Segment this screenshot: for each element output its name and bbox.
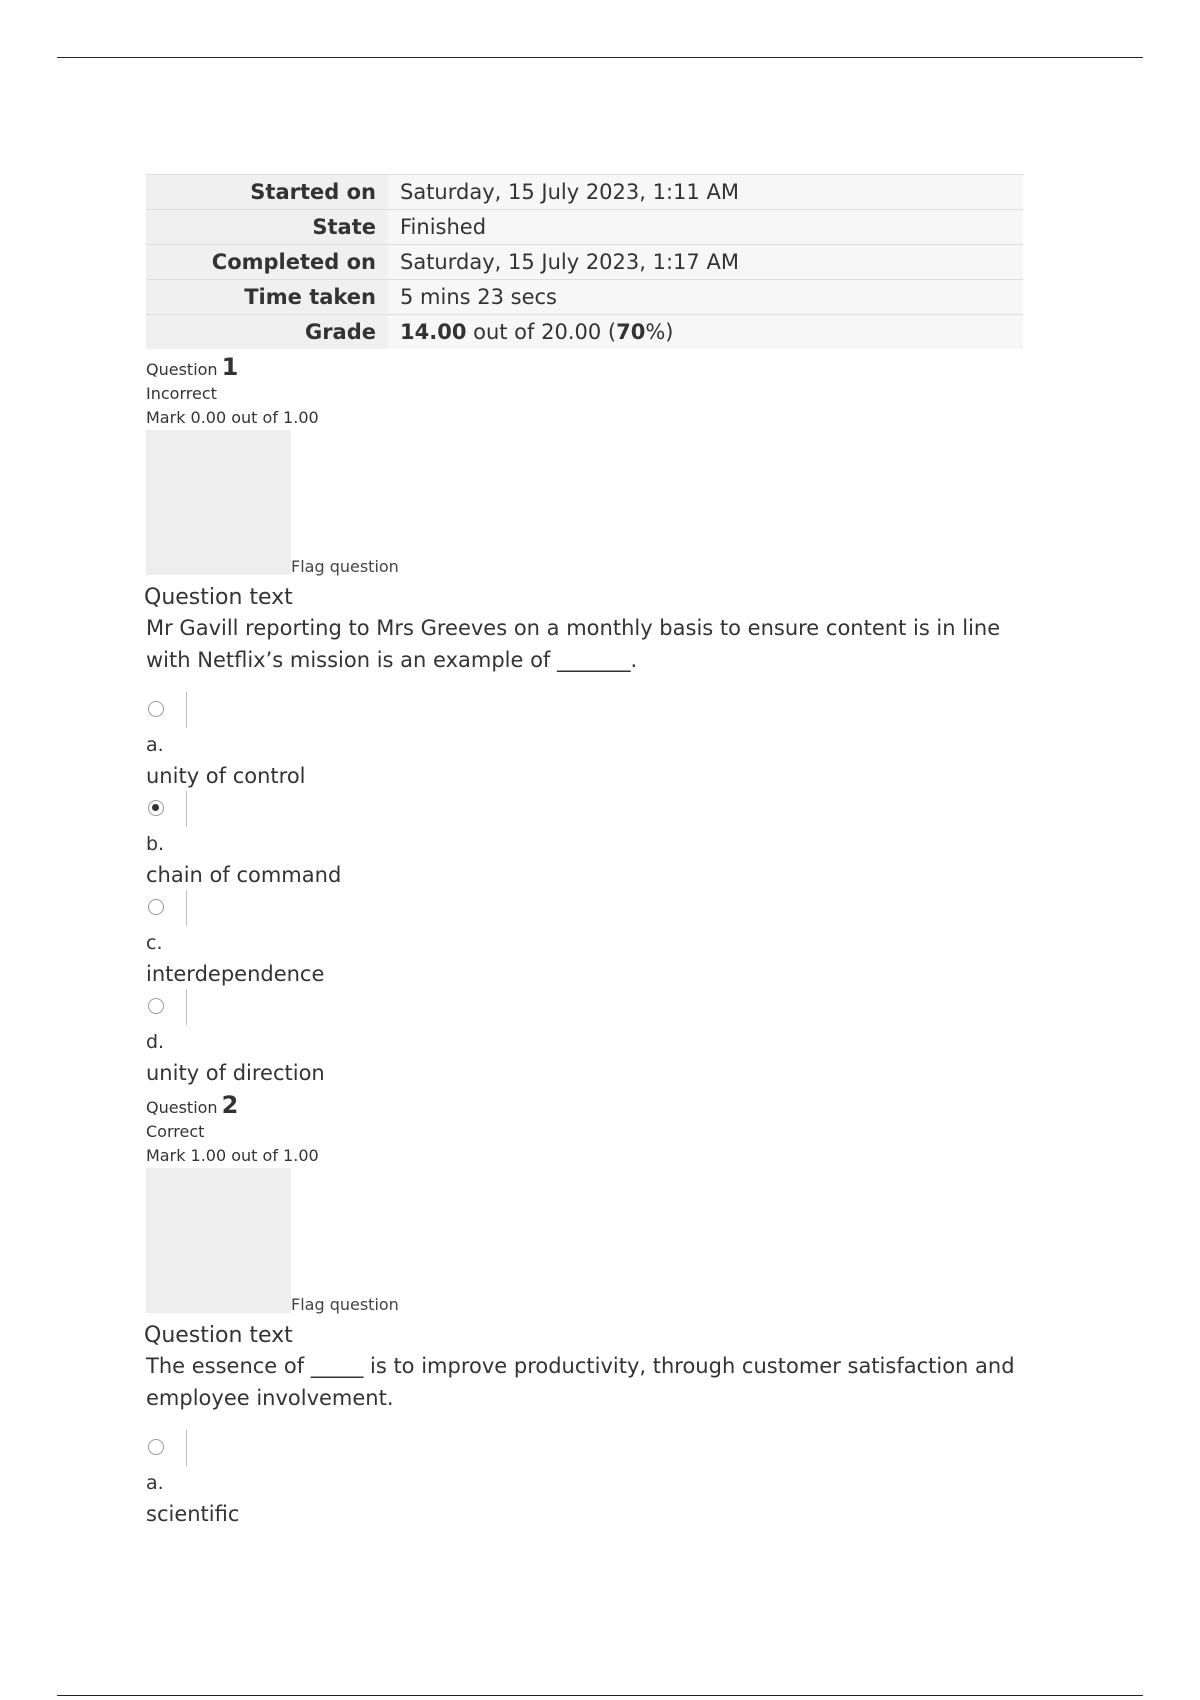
grade-value [388,315,1023,350]
summary-row-started [146,175,1023,210]
flag-icon[interactable] [146,430,291,575]
page-bottom-rule [57,1695,1143,1696]
summary-label: Completed on [146,245,388,280]
answer-radio[interactable] [148,1439,164,1455]
summary-label: State [146,210,388,245]
summary-label: Started on [146,175,388,210]
answer-letter: b. [146,833,165,855]
answer-option-a[interactable] [146,692,1046,791]
question-text-heading: Question text [144,1323,293,1348]
separator [186,791,187,827]
grade-percent-suffix: %) [645,320,674,344]
answer-letter: d. [146,1031,165,1053]
answer-text[interactable]: interdependence [146,962,325,986]
question-text: Mr Gavill reporting to Mrs Greeves on a monthly basis to ensure content is in line with Netflix’s mission is an example of _______. [146,616,1001,672]
separator [186,1430,187,1466]
question-mark: Mark 1.00 out of 1.00 [146,1146,319,1165]
question-2 [144,1091,1046,1529]
flag-question-label[interactable]: Flag question [291,1295,399,1314]
question-label: Question [146,1098,218,1117]
answer-radio[interactable] [148,998,164,1014]
question-header [146,1091,1046,1120]
question-number: 2 [221,1091,239,1119]
answer-option-c[interactable] [146,890,1046,989]
answer-list [146,1430,1046,1529]
question-label: Question [146,360,218,379]
question-text-heading: Question text [144,585,293,610]
flag-question-control[interactable] [146,430,1046,576]
question-text: The essence of _____ is to improve productivity, through customer satisfaction and employee involvement. [146,1354,1015,1410]
summary-value: Saturday, 15 July 2023, 1:17 AM [388,245,1023,280]
question-state: Correct [146,1122,205,1141]
flag-icon[interactable] [146,1168,291,1313]
question-header [146,353,1046,382]
answer-text[interactable]: chain of command [146,863,342,887]
summary-value: Finished [388,210,1023,245]
separator [186,890,187,926]
summary-row-time-taken [146,280,1023,315]
flag-question-label[interactable]: Flag question [291,557,399,576]
answer-letter: a. [146,1472,164,1494]
flag-question-control[interactable] [146,1168,1046,1314]
answer-letter: a. [146,734,164,756]
summary-row-state [146,210,1023,245]
answer-radio[interactable] [148,899,164,915]
answer-option-b[interactable] [146,791,1046,890]
answer-radio-selected[interactable] [148,800,164,816]
answer-text[interactable]: scientific [146,1502,240,1526]
answer-letter: c. [146,932,163,954]
answer-option-a[interactable] [146,1430,1046,1529]
question-state: Incorrect [146,384,217,403]
page-top-rule [57,57,1143,58]
answer-list [146,692,1046,1088]
grade-score: 14.00 [400,320,467,344]
summary-label: Grade [146,315,388,350]
answer-text[interactable]: unity of control [146,764,306,788]
summary-row-completed [146,245,1023,280]
answer-option-d[interactable] [146,989,1046,1088]
summary-row-grade [146,315,1023,350]
summary-label: Time taken [146,280,388,315]
attempt-summary-table [146,174,1023,349]
summary-value: Saturday, 15 July 2023, 1:11 AM [388,175,1023,210]
question-mark: Mark 0.00 out of 1.00 [146,408,319,427]
question-1 [144,353,1046,1088]
separator [186,989,187,1025]
answer-text[interactable]: unity of direction [146,1061,325,1085]
question-number: 1 [221,353,239,381]
summary-value: 5 mins 23 secs [388,280,1023,315]
separator [186,692,187,728]
grade-out-of: out of 20.00 ( [466,320,617,344]
answer-radio[interactable] [148,701,164,717]
grade-percent: 70 [616,320,646,344]
